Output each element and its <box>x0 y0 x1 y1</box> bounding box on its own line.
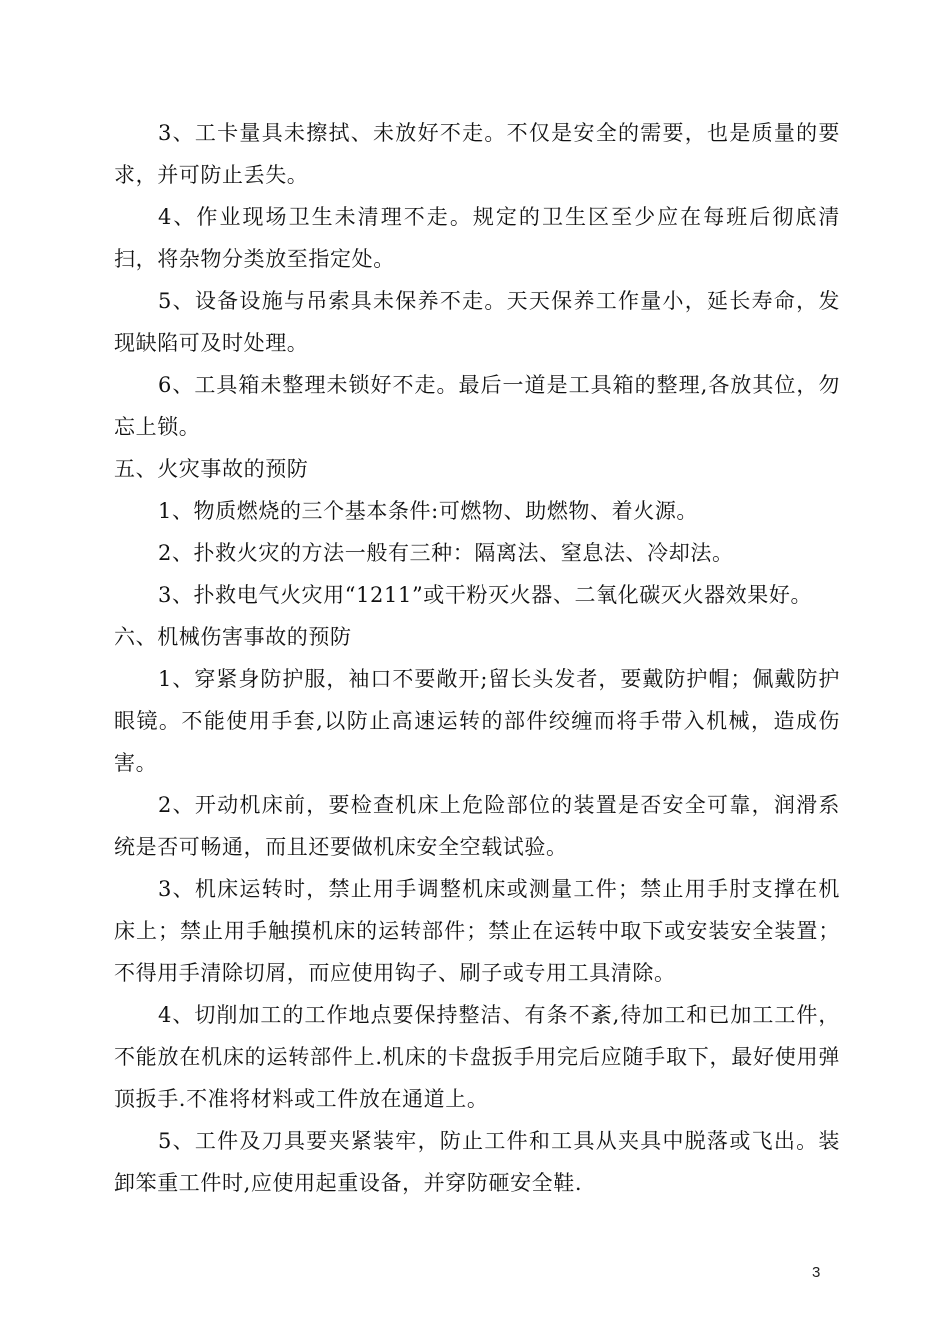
document-body <box>114 112 840 1204</box>
paragraph-item-4-hygiene: 4、作业现场卫生未清理不走。规定的卫生区至少应在每班后彻底清扫，将杂物分类放至指定处。 <box>114 205 840 271</box>
paragraph-mech-item-3: 3、机床运转时，禁止用手调整机床或测量工件；禁止用手肘支撑在机床上；禁止用手触摸机床的运转部件；禁止在运转中取下或安装安全装置；不得用手清除切屑，而应使用钩子、刷子或专用工具清除。 <box>114 877 840 985</box>
paragraph-fire-item-3: 3、扑救电气火灾用“1211”或干粉灭火器、二氧化碳灭火器效果好。 <box>158 583 813 607</box>
paragraph-item-6-toolbox: 6、工具箱未整理未锁好不走。最后一道是工具箱的整理,各放其位，勿忘上锁。 <box>114 373 840 439</box>
paragraph-mech-item-5: 5、工件及刀具要夹紧装牢，防止工件和工具从夹具中脱落或飞出。装卸笨重工件时,应使用起重设备，并穿防砸安全鞋. <box>114 1129 840 1195</box>
section-heading-mechanical-injury: 六、机械伤害事故的预防 <box>114 625 352 649</box>
paragraph-item-5-equipment: 5、设备设施与吊索具未保养不走。天天保养工作量小，延长寿命，发现缺陷可及时处理。 <box>114 289 840 355</box>
section-heading-fire-prevention: 五、火灾事故的预防 <box>114 457 309 481</box>
page-number: 3 <box>812 1264 821 1281</box>
paragraph-item-3-tools: 3、工卡量具未擦拭、未放好不走。不仅是安全的需要，也是质量的要求，并可防止丢失。 <box>114 121 840 187</box>
paragraph-mech-item-1: 1、穿紧身防护服，袖口不要敞开;留长头发者，要戴防护帽；佩戴防护眼镜。不能使用手套,以防止高速运转的部件绞缠而将手带入机械，造成伤害。 <box>114 667 840 775</box>
paragraph-mech-item-4: 4、切削加工的工作地点要保持整洁、有条不紊,待加工和已加工工件，不能放在机床的运转部件上.机床的卡盘扳手用完后应随手取下，最好使用弹顶扳手.不准将材料或工件放在通道上。 <box>114 1003 840 1111</box>
paragraph-mech-item-2: 2、开动机床前，要检查机床上危险部位的装置是否安全可靠，润滑系统是否可畅通，而且还要做机床安全空载试验。 <box>114 793 840 859</box>
paragraph-fire-item-1: 1、物质燃烧的三个基本条件:可燃物、助燃物、着火源。 <box>158 499 699 523</box>
paragraph-fire-item-2: 2、扑救火灾的方法一般有三种：隔离法、窒息法、冷却法。 <box>158 541 734 565</box>
